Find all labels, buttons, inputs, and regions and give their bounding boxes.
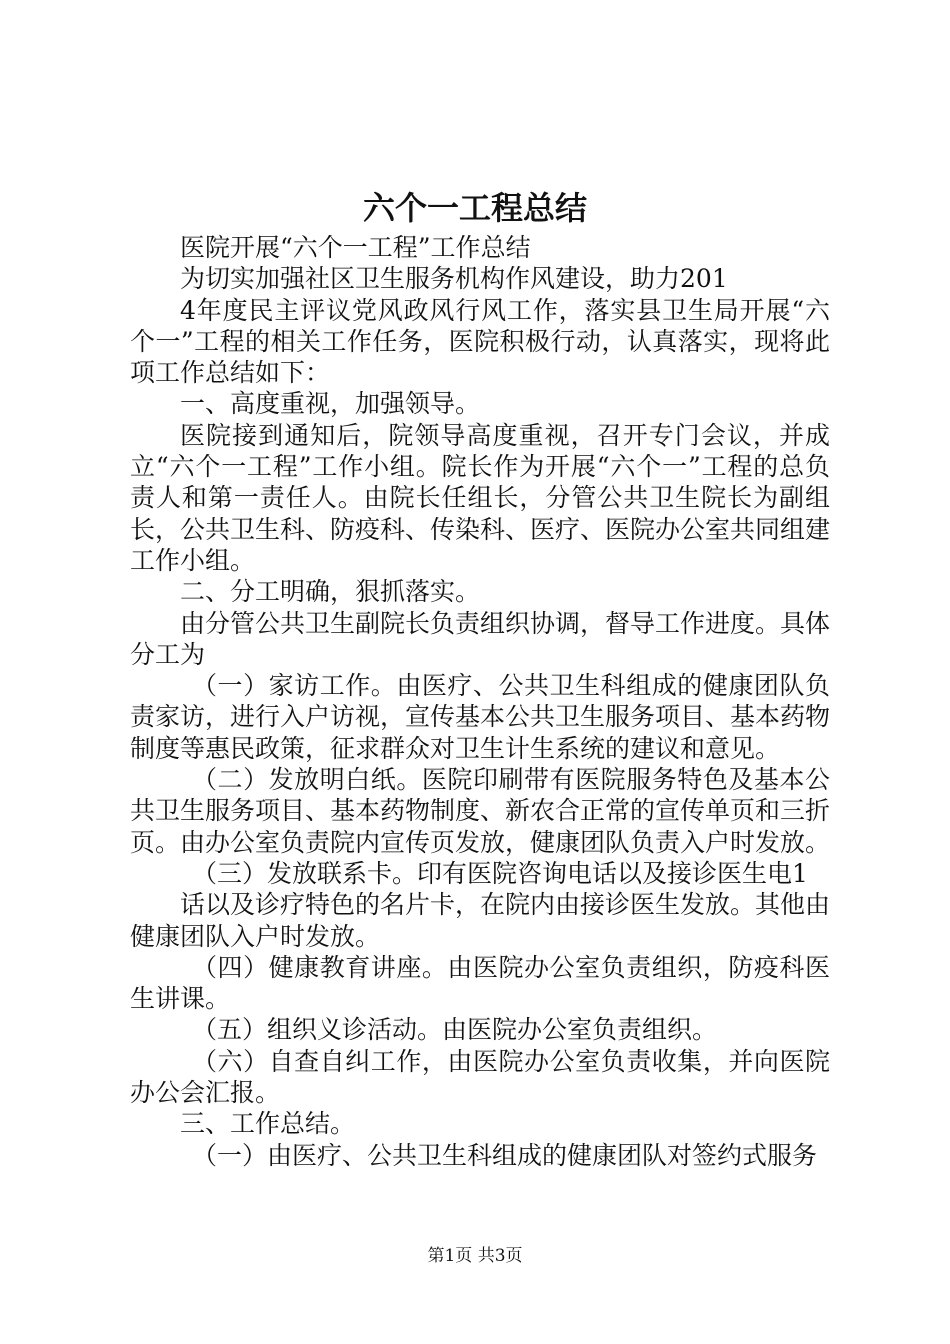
list-item-4: （四）健康教育讲座。由医院办公室负责组织，防疫科医生讲课。 [130,952,830,1014]
paragraph-intro-2: 4年度民主评议党风政风行风工作，落实县卫生局开展“六个一”工程的相关工作任务，医院积极行动，认真落实，现将此项工作总结如下： [130,295,830,388]
page-footer: 第1页 共3页 [427,1246,523,1266]
paragraph-heading-line: 医院开展“六个一工程”工作总结 [180,233,531,262]
document-title: 六个一工程总结 [362,189,587,227]
section-heading-2: 二、分工明确，狠抓落实。 [180,577,481,607]
list-item-6: （六）自查自纠工作，由医院办公室负责收集，并向医院办公会汇报。 [130,1046,830,1108]
paragraph-section-1: 医院接到通知后，院领导高度重视，召开专门会议，并成立“六个一工程”工作小组。院长作为开展“六个一”工程的总负责人和第一责任人。由院长任组长，分管公共卫生院长为副组长，公共卫生科、防疫科、传染科、医疗、医院办公室共同组建工作小组。 [130,420,831,575]
list-item-3: （三）发放联系卡。印有医院咨询电话以及接诊医生电1 [192,858,808,888]
document-body [130,232,830,1171]
paragraph-intro-1: 为切实加强社区卫生服务机构作风建设，助力201 [180,264,728,294]
list-item-1: （一）家访工作。由医疗、公共卫生科组成的健康团队负责家访，进行入户访视，宣传基本公共卫生服务项目、基本药物制度等惠民政策，征求群众对卫生计生系统的建议和意见。 [130,671,831,763]
list-item-5: （五）组织义诊活动。由医院办公室负责组织。 [192,1015,718,1045]
list-item-2: （二）发放明白纸。医院印刷带有医院服务特色及基本公共卫生服务项目、基本药物制度、新农合正常的宣传单页和三折页。由办公室负责院内宣传页发放，健康团队负责入户时发放。 [130,765,831,857]
section-heading-3: 三、工作总结。 [180,1109,356,1139]
paragraph-section-2: 由分管公共卫生副院长负责组织协调，督导工作进度。具体分工为 [130,608,831,669]
section-heading-1: 一、高度重视，加强领导。 [180,389,481,419]
list-item-3-continued: 话以及诊疗特色的名片卡，在院内由接诊医生发放。其他由健康团队入户时发放。 [130,890,831,951]
summary-item-1: （一）由医疗、公共卫生科组成的健康团队对签约式服务 [192,1140,818,1170]
